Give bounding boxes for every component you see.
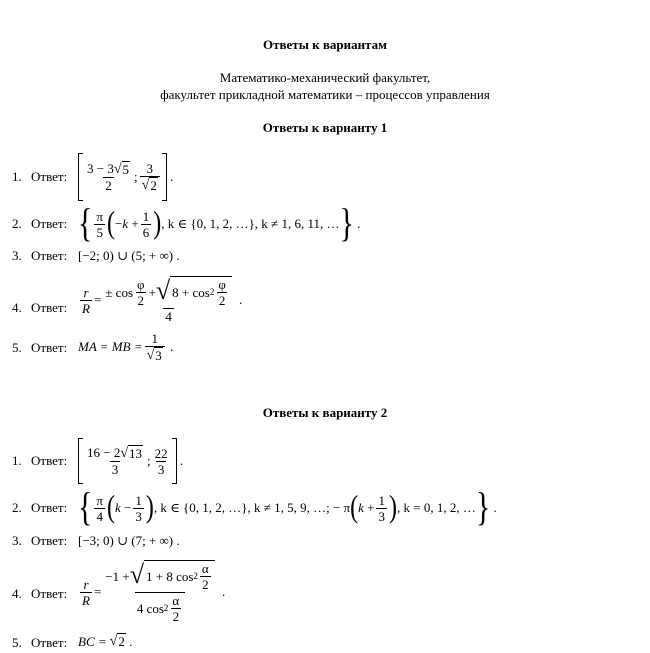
fraction: 3 − 3 √ 5 2 xyxy=(87,161,130,193)
v1-answer-1-formula: 3 − 3 √ 5 2 ; 3 √ 2 . xyxy=(78,153,173,201)
v2-answer-2-formula: { $\frac{\pi}{4}$ ( k − $\frac{1}{3}$ ) , k ∈ {0, 1, 2, …}, k ≠ 1, 5, 9, …; − π ( k + $\frac{1}{3}$ ) , k = 0, 1, 2, … } . xyxy=(78,485,497,530)
v1-answer-4-formula: $\frac{r}{R}$ = ± cos $\frac{\varphi}{2}$ + √ 8 + cos 2 $\frac{\varphi}{2}$ 4 . xyxy=(82,276,243,324)
main-fraction: ± cos $\frac{\varphi}{2}$ + √ 8 + cos 2 $\frac{\varphi}{2}$ 4 xyxy=(103,276,234,324)
v2-answer-3-number: 3. xyxy=(12,533,22,548)
v1-answer-2-number: 2. xyxy=(12,216,22,231)
v2-answer-5-label: Ответ: xyxy=(31,635,68,650)
v1-answer-3-label: Ответ: xyxy=(31,248,68,263)
v1-answer-2-formula: { $\frac{\pi}{5}$ ( − k + $\frac{1}{6}$ ) , k ∈ {0, 1, 2, …}, k ≠ 1, 6, 11, … } . xyxy=(78,201,361,246)
v1-answer-4-label: Ответ: xyxy=(31,300,68,315)
v2-answer-1-formula: 16 − 2 √ 13 3 ; $\frac{22}{3}$ . xyxy=(78,438,183,484)
faculty-line-1: Математико-механический факультет, xyxy=(219,70,431,85)
v2-answer-4-label: Ответ: xyxy=(31,586,68,601)
v2-answer-4-number: 4. xyxy=(12,586,22,601)
left-bracket xyxy=(78,153,83,201)
v1-answer-5-label: Ответ: xyxy=(31,340,68,355)
v2-answer-1-label: Ответ: xyxy=(31,453,68,468)
v2-answer-3-formula: [−3; 0) ∪ (7; + ∞) . xyxy=(78,533,180,548)
v2-answer-2-label: Ответ: xyxy=(31,500,68,515)
v2-answer-2-number: 2. xyxy=(12,500,22,515)
fraction: 3 √ 2 xyxy=(140,161,160,193)
v1-answer-5-formula: MA = MB = 1 √ 3 . xyxy=(78,331,174,363)
v2-answer-3-label: Ответ: xyxy=(31,533,68,548)
v1-answer-1-label: Ответ: xyxy=(31,169,68,184)
v1-answer-3-number: 3. xyxy=(12,248,22,263)
v1-answer-4-number: 4. xyxy=(12,300,22,315)
v2-answer-5-formula: BC = √ 2 . xyxy=(78,633,133,649)
v1-answer-1-number: 1. xyxy=(12,169,22,184)
v1-answer-3-formula: [−2; 0) ∪ (5; + ∞) . xyxy=(78,248,180,263)
v2-answer-1-number: 1. xyxy=(12,453,22,468)
page-title: Ответы к вариантам xyxy=(263,37,387,52)
v2-answer-4-formula: $\frac{r}{R}$ = −1 + √ 1 + 8 cos 2 $\frac{\alpha}{2}$ 4 cos 2 $\frac{\alpha}{2}$ . xyxy=(82,560,226,624)
v1-answer-2-label: Ответ: xyxy=(31,216,68,231)
v2-answer-5-number: 5. xyxy=(12,635,22,650)
faculty-line-2: факультет прикладной математики – процессов управления xyxy=(160,87,490,102)
variant-2-title: Ответы к варианту 2 xyxy=(262,405,388,420)
v1-answer-5-number: 5. xyxy=(12,340,22,355)
variant-1-title: Ответы к варианту 1 xyxy=(262,120,388,135)
